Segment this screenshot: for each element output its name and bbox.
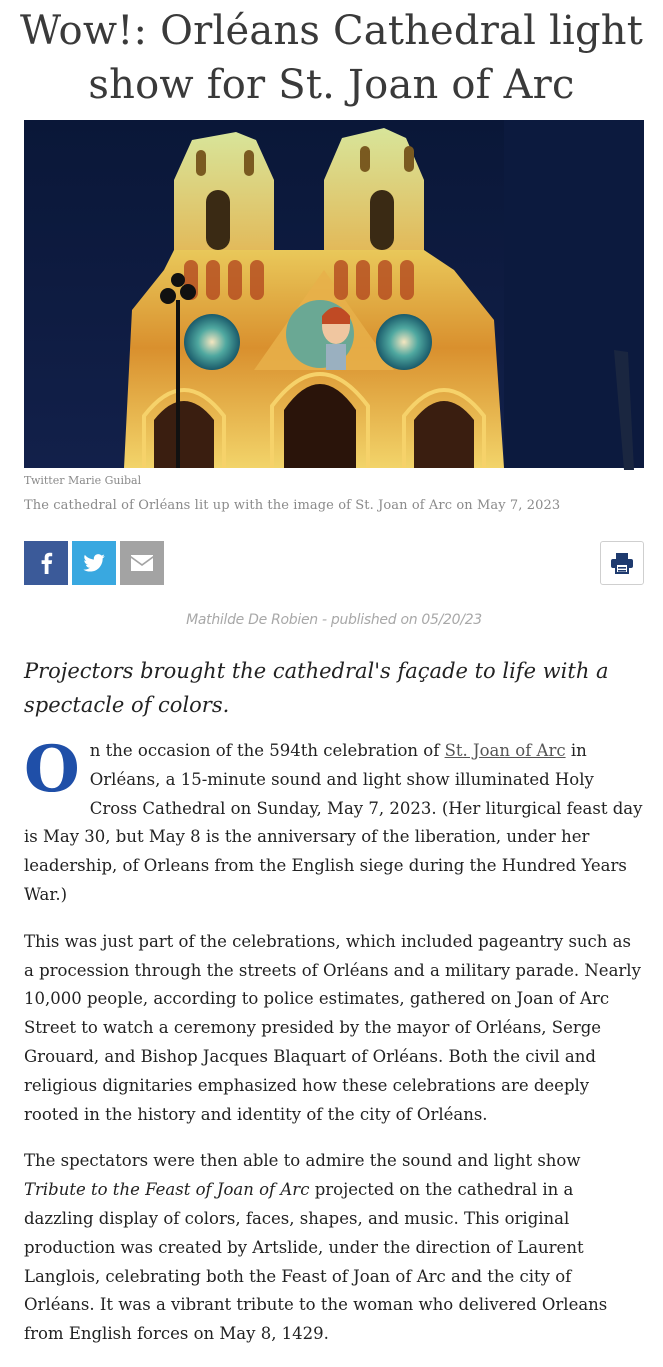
article-lede: Projectors brought the cathedral's façade to life with a spectacle of colors.	[24, 659, 609, 717]
printer-icon	[611, 553, 633, 573]
article-body	[24, 732, 646, 1367]
drop-cap: O	[24, 732, 80, 807]
twitter-icon	[83, 554, 105, 572]
paragraph-1-text-a: n the occasion of the 594th celebration of	[89, 741, 445, 760]
envelope-icon	[131, 555, 153, 571]
author-byline: Mathilde De Robien - published on 05/20/23	[186, 612, 482, 628]
image-caption: The cathedral of Orléans lit up with the image of St. Joan of Arc on May 7, 2023	[24, 498, 561, 513]
facebook-icon	[37, 552, 55, 574]
email-share-button[interactable]	[120, 541, 164, 585]
st-joan-of-arc-link[interactable]: St. Joan of Arc	[444, 741, 566, 760]
paragraph-1	[24, 732, 646, 910]
show-title: Tribute to the Feast of Joan of Arc	[24, 1180, 310, 1200]
image-credit: Twitter Marie Guibal	[24, 474, 142, 487]
print-button[interactable]	[600, 541, 644, 585]
cathedral-illustration	[24, 120, 644, 468]
paragraph-3-text-b: projected on the cathedral in a dazzling display of colors, faces, shapes, and music. This original production was created by Artslide, under the direction of Laurent Langlois, celebrating both the Feast of Joan of Arc and the city of Orléans. It was a vibrant tribute to the woman who delivered Orleans from English forces on May 8, 1429.	[24, 1180, 608, 1344]
paragraph-3	[24, 1147, 646, 1349]
paragraph-2: This was just part of the celebrations, which included pageantry such as a procession through the streets of Orléans and a military parade. Nearly 10,000 people, according to police estimates, gathered on Joan of Arc Street to watch a ceremony presided by the mayor of Orléans, Serge Grouard, and Bishop Jacques Blaquart of Orléans. Both the civil and religious dignitaries emphasized how these celebrations are deeply rooted in the history and identity of the city of Orléans.	[24, 931, 641, 1124]
hero-image	[24, 120, 644, 468]
twitter-share-button[interactable]	[72, 541, 116, 585]
paragraph-3-text-a: The spectators were then able to admire the sound and light show	[24, 1151, 581, 1171]
facebook-share-button[interactable]	[24, 541, 68, 585]
paragraph-1-text-b: in Orléans, a 15-minute sound and light show illuminated Holy Cross Cathedral on Sunday, May 7, 2023. (Her liturgical feast day is May 30, but May 8 is the anniversary of the liberation, under her leadership, of Orleans from the English siege during the Hundred Years War.)	[24, 741, 643, 904]
article-title: Wow!: Orléans Cathedral light show for St. Joan of Arc	[19, 8, 644, 108]
